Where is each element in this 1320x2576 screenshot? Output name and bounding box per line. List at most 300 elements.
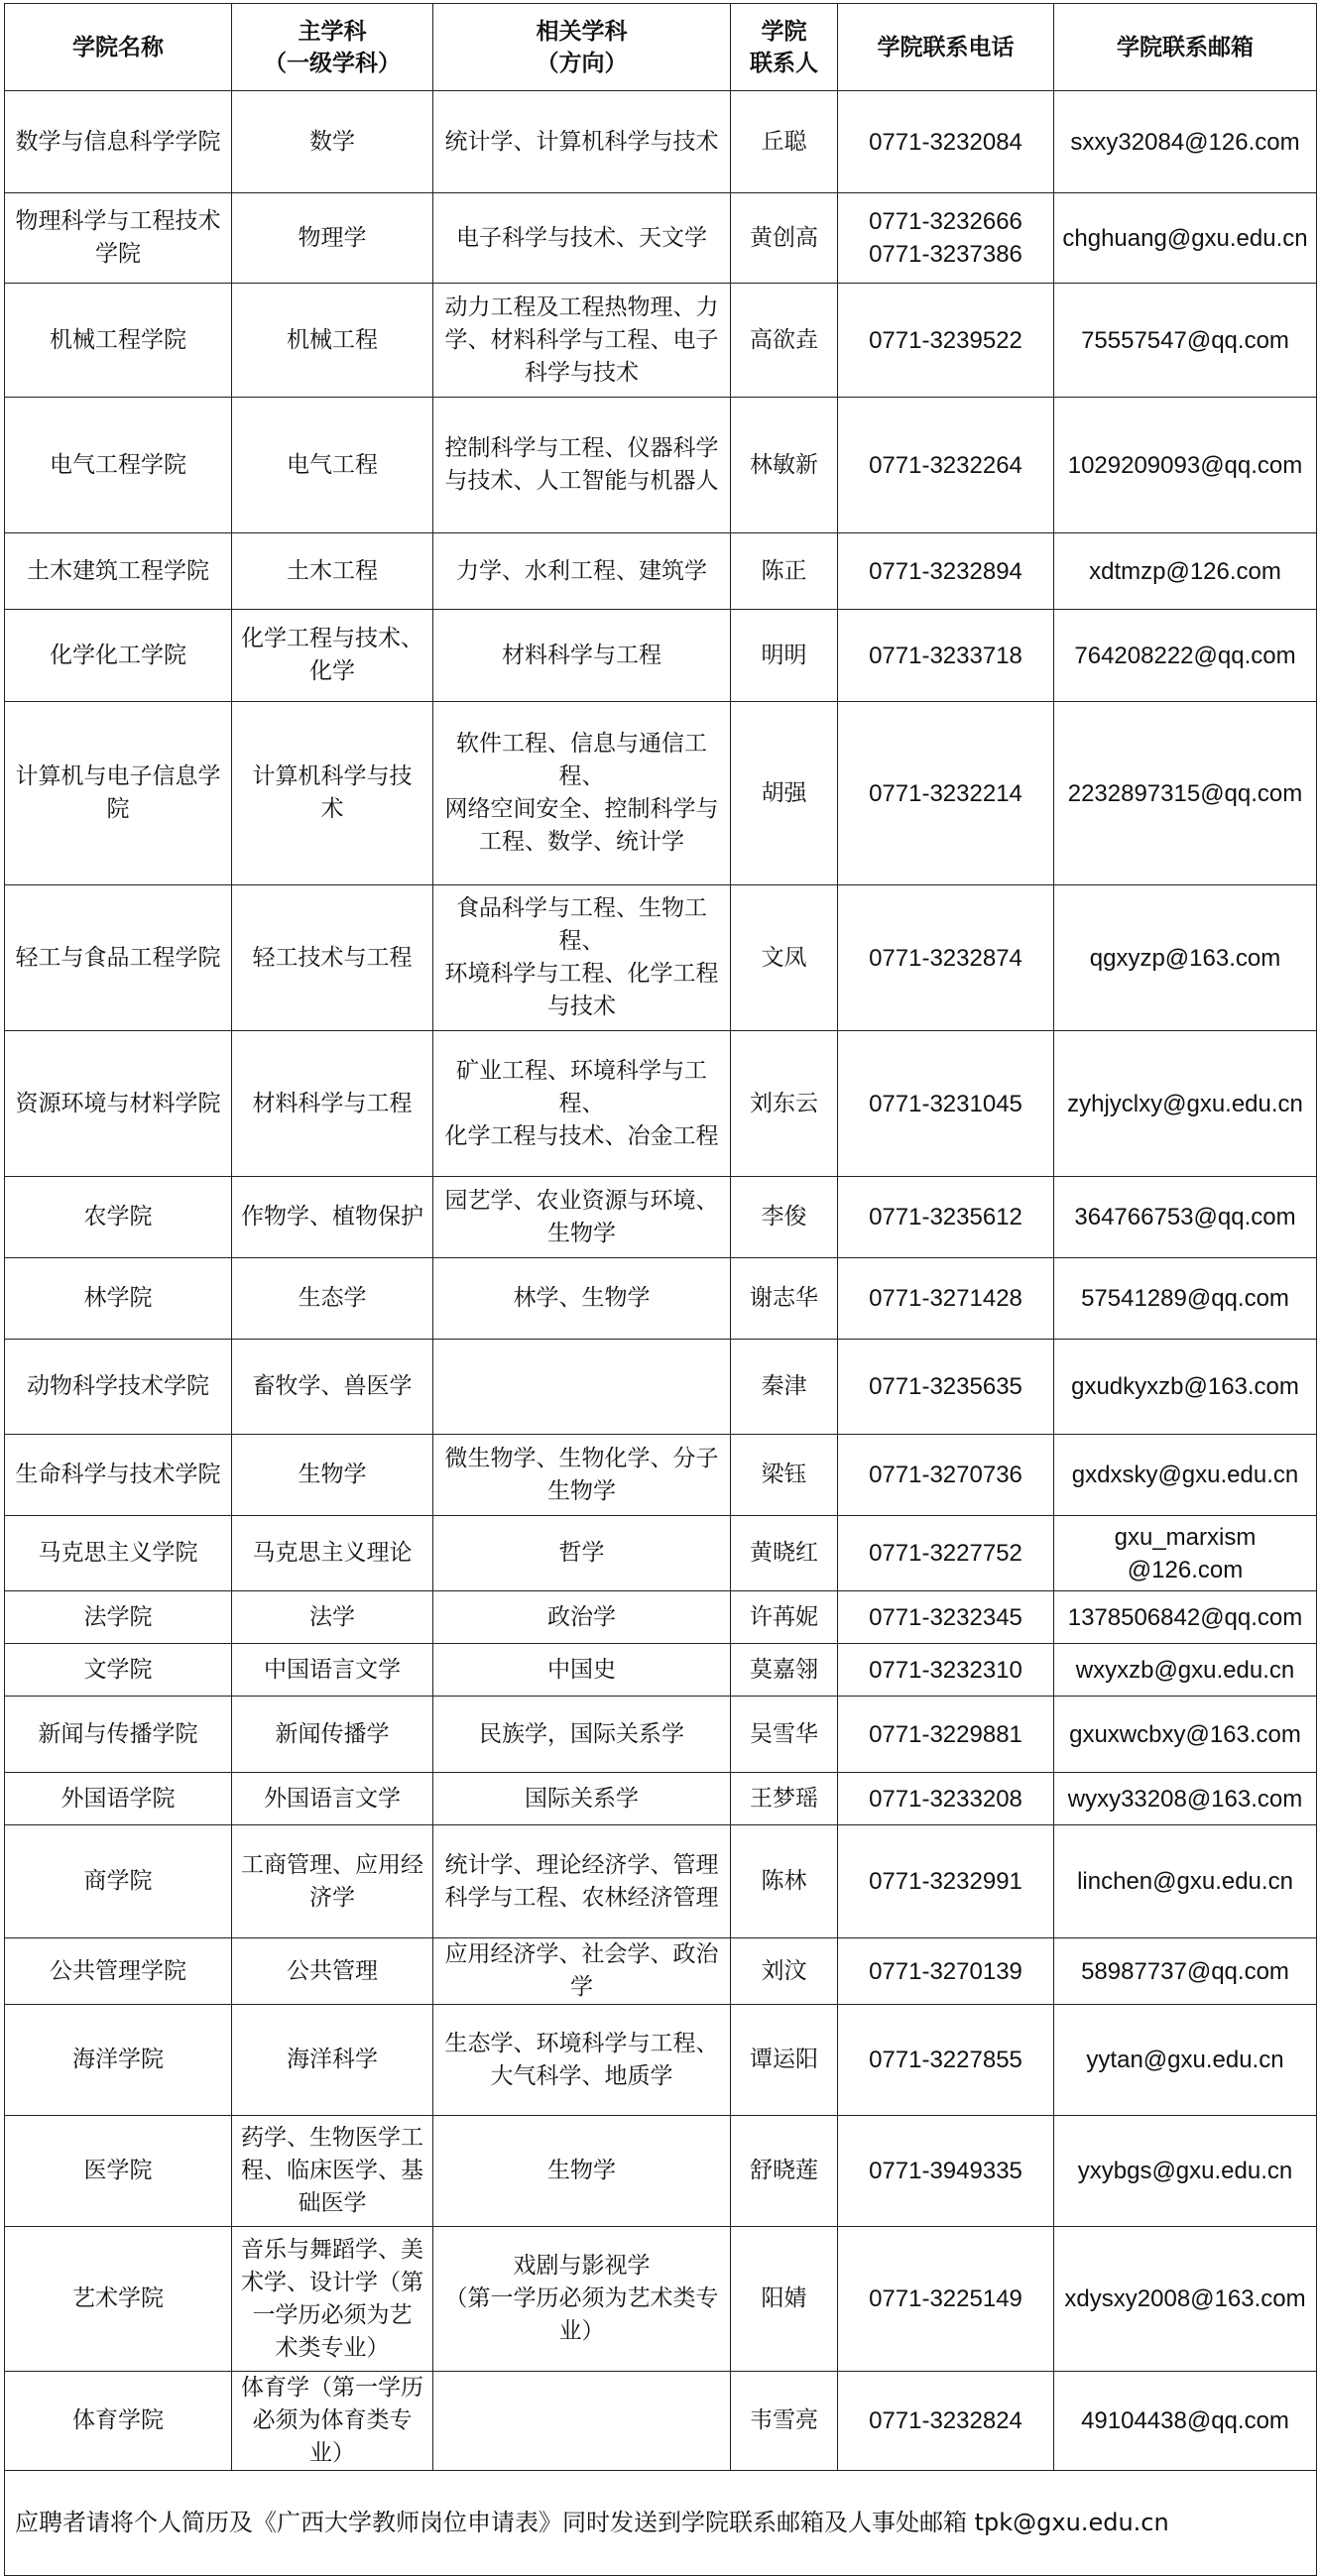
phone-cell [838,1591,1054,1644]
major-text-line: 材料科学与工程 [252,1090,413,1116]
related-text-line: 统计学、计算机科学与技术 [444,128,719,155]
major-text-line: 公共管理 [287,1957,378,1984]
table-row [5,885,1317,1031]
header-row [5,4,1317,91]
email-cell [1054,1938,1317,2005]
college-name-cell [5,2372,232,2471]
major-discipline-cell [232,193,433,284]
major-discipline-cell [232,1340,433,1435]
phone-cell [838,1773,1054,1825]
related-discipline-cell [433,702,731,885]
major-text-line: 物理学 [298,224,367,251]
phone-text-line: 0771-3227855 [869,2047,1022,2073]
college-text-line: 法学院 [83,1603,153,1630]
related-discipline-cell [433,1644,731,1697]
header-major-line1: 主学科 [298,18,367,45]
college-name-cell [5,1031,232,1177]
related-text-line: 力学、水利工程、建筑学 [456,557,707,584]
application-note: 应聘者请将个人简历及《广西大学教师岗位申请表》同时发送到学院联系邮箱及人事处邮箱 tpk@gxu.edu.cn [5,2471,1317,2576]
email-text-line[interactable]: 1029209093@qq.com [1067,451,1303,479]
related-discipline-cell [433,1340,731,1435]
related-text-line: 软件工程、信息与通信工程、 [456,731,707,789]
major-text-line: 生物学 [298,1462,367,1487]
contact-person-cell: 文凤 [731,885,838,1031]
major-text-line: 济学 [309,1884,355,1911]
header-related-line1: 相关学科 [536,18,628,45]
contact-person-cell: 梁钰 [731,1435,838,1516]
phone-text-line: 0771-3949335 [869,2158,1022,2184]
contact-person-cell: 林敏新 [731,398,838,533]
major-discipline-cell [232,1773,433,1825]
major-discipline-cell [232,1697,433,1773]
college-text-line: 公共管理学院 [50,1957,186,1984]
related-discipline-cell [433,2227,731,2372]
related-discipline-cell [433,2005,731,2116]
email-text-line[interactable]: gxuxwcbxy@163.com [1069,1720,1301,1748]
table-row [5,1697,1317,1773]
college-text-line: 计算机与电子信息学 [15,763,221,789]
major-text-line: 术 [320,796,344,822]
college-text-line: 学院 [95,241,141,267]
major-text-line: 马克思主义理论 [252,1540,413,1566]
email-text-line[interactable]: 75557547@qq.com [1081,326,1289,354]
phone-cell [838,2227,1054,2372]
college-name-cell [5,1516,232,1591]
major-discipline-cell [232,91,433,193]
email-text-line[interactable]: yytan@gxu.edu.cn [1086,2047,1284,2073]
contact-person-cell: 吴雪华 [731,1697,838,1773]
header-college: 学院名称 [5,4,232,91]
related-discipline-cell [433,1435,731,1516]
major-discipline-cell [232,1938,433,2005]
related-text-line: 控制科学与工程、仪器科学 [444,435,719,461]
table-row [5,1773,1317,1825]
college-text-line: 体育学院 [72,2407,164,2433]
email-text-line[interactable]: chghuang@gxu.edu.cn [1062,224,1308,252]
contact-person-cell: 李俊 [731,1177,838,1258]
email-cell [1054,91,1317,193]
table-row [5,91,1317,193]
major-discipline-cell [232,533,433,610]
major-text-line: 一学历必须为艺 [252,2301,413,2328]
related-discipline-cell [433,533,731,610]
related-text-line: 与技术、人工智能与机器人 [444,468,719,494]
phone-cell [838,610,1054,702]
table-body [5,91,1317,2471]
email-text-line[interactable]: @126.com [1127,1556,1244,1583]
email-cell [1054,1644,1317,1697]
college-name-cell [5,2005,232,2116]
college-name-cell [5,1644,232,1697]
related-discipline-cell [433,193,731,284]
email-cell [1054,284,1317,398]
related-text-line: 学、材料科学与工程、电子 [444,326,719,353]
phone-cell [838,1177,1054,1258]
major-text-line: 化学工程与技术、 [241,626,423,651]
college-text-line: 轻工与食品工程学院 [15,944,221,971]
phone-text-line: 0771-3227752 [869,1540,1022,1567]
table-row [5,398,1317,533]
college-name-cell [5,398,232,533]
email-text-line[interactable]: xdysxy2008@163.com [1064,2285,1306,2312]
related-text-line: 统计学、理论经济学、管理 [444,1851,719,1878]
college-name-cell [5,1773,232,1825]
major-text-line: 音乐与舞蹈学、美 [241,2236,423,2263]
phone-cell [838,2116,1054,2227]
table-row [5,2227,1317,2372]
major-discipline-cell [232,1031,433,1177]
related-text-line: 化学工程与技术、冶金工程 [444,1122,719,1149]
college-text-line: 生命科学与技术学院 [15,1462,221,1487]
email-cell [1054,1591,1317,1644]
contact-person-cell: 黄晓红 [731,1516,838,1591]
email-text-line[interactable]: 57541289@qq.com [1081,1285,1289,1312]
contact-person-cell: 王梦瑶 [731,1773,838,1825]
major-text-line: 作物学、植物保护 [241,1204,423,1229]
major-discipline-cell [232,2116,433,2227]
phone-text-line: 0771-3233718 [869,642,1022,669]
email-text-line[interactable]: wyxy33208@163.com [1067,1785,1303,1813]
phone-text-line: 0771-3270139 [869,1957,1022,1985]
email-cell [1054,1697,1317,1773]
major-text-line: 术学、设计学（第 [241,2269,423,2295]
email-cell [1054,2005,1317,2116]
college-text-line: 海洋学院 [72,2047,164,2072]
phone-cell [838,91,1054,193]
footer-row [5,2471,1317,2576]
contact-person-cell: 许苒妮 [731,1591,838,1644]
major-text-line: 业） [309,2440,355,2466]
related-discipline-cell [433,1516,731,1591]
major-discipline-cell [232,1435,433,1516]
major-text-line: 土木工程 [287,557,378,584]
college-name-cell [5,1435,232,1516]
header-related [433,4,731,91]
email-cell [1054,1825,1317,1938]
email-cell [1054,885,1317,1031]
phone-text-line: 0771-3235635 [869,1373,1022,1400]
phone-text-line: 0771-3229881 [869,1720,1022,1748]
table-row [5,1644,1317,1697]
major-discipline-cell [232,2227,433,2372]
college-name-cell [5,2116,232,2227]
email-text-line[interactable]: gxu_marxism [1114,1523,1257,1551]
college-text-line: 数学与信息科学学院 [15,128,221,155]
table-row [5,2116,1317,2227]
college-name-cell [5,193,232,284]
phone-text-line: 0771-3232666 [869,208,1022,235]
college-text-line: 土木建筑工程学院 [27,557,209,584]
contact-person-cell: 刘东云 [731,1031,838,1177]
table-row [5,1031,1317,1177]
phone-text-line: 0771-3225149 [869,2285,1022,2312]
college-text-line: 新闻与传播学院 [38,1720,198,1747]
email-text-line[interactable]: zyhjyclxy@gxu.edu.cn [1067,1090,1303,1117]
table-row [5,284,1317,398]
phone-cell [838,284,1054,398]
phone-cell [838,1340,1054,1435]
contact-person-cell: 高欲垚 [731,284,838,398]
major-text-line: 必须为体育类专 [252,2407,413,2433]
header-major-line2: （一级学科） [264,50,401,76]
major-text-line: 础医学 [298,2190,367,2216]
table-row [5,610,1317,702]
related-text-line: 工程、数学、统计学 [479,829,684,855]
phone-text-line: 0771-3232264 [869,451,1022,479]
related-text-line: 业） [558,2318,605,2344]
major-text-line: 药学、生物医学工 [241,2125,423,2151]
phone-text-line: 0771-3239522 [869,326,1022,354]
contact-person-cell: 陈正 [731,533,838,610]
college-name-cell [5,1340,232,1435]
major-discipline-cell [232,1644,433,1697]
table-row [5,2372,1317,2471]
major-discipline-cell [232,1258,433,1340]
phone-cell [838,1697,1054,1773]
table-row [5,1340,1317,1435]
email-cell [1054,1516,1317,1591]
related-text-line: 生态学、环境科学与工程、 [444,2030,719,2056]
header-contact-line1: 学院 [761,18,807,45]
related-discipline-cell [433,91,731,193]
table-row [5,1591,1317,1644]
email-text-line[interactable]: sxxy32084@126.com [1070,128,1300,156]
related-text-line: 哲学 [558,1540,605,1566]
table-row [5,533,1317,610]
phone-cell [838,885,1054,1031]
email-text-line[interactable]: 764208222@qq.com [1074,642,1296,669]
email-cell [1054,2116,1317,2227]
phone-cell [838,1435,1054,1516]
phone-text-line: 0771-3231045 [869,1090,1022,1117]
college-name-cell [5,91,232,193]
related-text-line: 与技术 [547,994,616,1019]
related-text-line: 应用经济学、社会学、政治 [444,1941,719,1967]
major-text-line: 机械工程 [287,326,378,353]
phone-cell [838,1516,1054,1591]
email-text-line[interactable]: qgxyzp@163.com [1089,944,1281,972]
related-text-line: 国际关系学 [525,1785,639,1812]
email-cell [1054,533,1317,610]
related-text-line: 材料科学与工程 [502,642,661,668]
related-text-line: 中国史 [547,1656,616,1683]
related-discipline-cell [433,2116,731,2227]
major-discipline-cell [232,1825,433,1938]
related-text-line: 科学与工程、农林经济管理 [444,1884,719,1911]
email-cell [1054,702,1317,885]
table-row [5,2005,1317,2116]
phone-text-line: 0771-3232084 [869,128,1022,156]
table-row [5,1938,1317,2005]
email-text-line[interactable]: 2232897315@qq.com [1067,779,1303,807]
email-cell [1054,610,1317,702]
header-related-line2: （方向） [536,50,628,76]
phone-cell [838,1031,1054,1177]
major-text-line: 体育学（第一学历 [241,2375,423,2400]
related-discipline-cell [433,610,731,702]
phone-cell [838,1938,1054,2005]
phone-cell [838,1644,1054,1697]
college-name-cell [5,1825,232,1938]
college-text-line: 物理科学与工程技术 [15,208,221,234]
table-row [5,702,1317,885]
college-name-cell [5,885,232,1031]
college-name-cell [5,284,232,398]
college-text-line: 艺术学院 [72,2285,164,2311]
email-cell [1054,193,1317,284]
phone-cell [838,533,1054,610]
major-text-line: 工商管理、应用经 [241,1851,423,1878]
college-name-cell [5,1591,232,1644]
major-text-line: 海洋科学 [287,2047,378,2072]
table-row [5,193,1317,284]
college-name-cell [5,2227,232,2372]
contact-person-cell: 谢志华 [731,1258,838,1340]
major-text-line: 术类专业） [275,2334,390,2361]
email-cell [1054,398,1317,533]
related-text-line: 食品科学与工程、生物工程、 [456,895,707,954]
major-discipline-cell [232,610,433,702]
college-name-cell [5,1177,232,1258]
related-text-line: 园艺学、农业资源与环境、 [444,1187,719,1214]
major-discipline-cell [232,1516,433,1591]
major-text-line: 新闻传播学 [275,1720,390,1747]
related-discipline-cell [433,885,731,1031]
major-discipline-cell [232,284,433,398]
college-text-line: 院 [106,796,130,822]
email-text-line[interactable]: 364766753@qq.com [1074,1204,1296,1230]
college-text-line: 马克思主义学院 [38,1540,198,1566]
header-phone: 学院联系电话 [838,4,1054,91]
phone-text-line: 0771-3271428 [869,1285,1022,1312]
phone-text-line: 0771-3232874 [869,944,1022,972]
contact-person-cell: 莫嘉翎 [731,1644,838,1697]
related-text-line: 政治学 [547,1603,616,1630]
college-name-cell [5,1697,232,1773]
email-cell [1054,1773,1317,1825]
phone-text-line: 0771-3232310 [869,1656,1022,1684]
email-cell [1054,2227,1317,2372]
college-text-line: 商学院 [83,1868,153,1894]
major-text-line: 中国语言文学 [264,1656,401,1683]
related-discipline-cell [433,1773,731,1825]
college-text-line: 农学院 [83,1204,153,1229]
major-discipline-cell [232,2005,433,2116]
email-text-line[interactable]: gxdxsky@gxu.edu.cn [1071,1462,1299,1488]
college-text-line: 动物科学技术学院 [27,1373,209,1399]
phone-cell [838,193,1054,284]
related-discipline-cell [433,1591,731,1644]
email-text-line[interactable]: linchen@gxu.edu.cn [1077,1868,1293,1895]
major-discipline-cell [232,1591,433,1644]
phone-text-line: 0771-3232991 [869,1868,1022,1895]
recruitment-contact-table [4,3,1317,2576]
contact-person-cell: 明明 [731,610,838,702]
phone-cell [838,2372,1054,2471]
related-text-line: 微生物学、生物化学、分子 [444,1445,719,1471]
phone-cell [838,702,1054,885]
email-text-line[interactable]: gxudkyxzb@163.com [1071,1373,1299,1400]
phone-text-line: 0771-3232894 [869,557,1022,585]
college-text-line: 医学院 [83,2158,153,2183]
related-discipline-cell [433,1177,731,1258]
table-row [5,1177,1317,1258]
related-text-line: （第一学历必须为艺术类专 [444,2285,719,2311]
phone-text-line: 0771-3237386 [869,241,1022,268]
college-text-line: 外国语学院 [60,1785,176,1812]
college-text-line: 机械工程学院 [50,326,186,353]
college-name-cell [5,1938,232,2005]
college-text-line: 电气工程学院 [50,451,186,478]
related-text-line: 学 [570,1974,593,2000]
related-text-line: 林学、生物学 [513,1285,651,1311]
email-text-line[interactable]: 1378506842@qq.com [1067,1603,1303,1631]
email-text-line[interactable]: yxybgs@gxu.edu.cn [1077,2158,1293,2184]
related-text-line: 生物学 [547,1477,616,1504]
related-text-line: 网络空间安全、控制科学与 [444,796,719,822]
related-discipline-cell [433,2372,731,2471]
phone-text-line: 0771-3232824 [869,2407,1022,2434]
phone-text-line: 0771-3232214 [869,779,1022,807]
header-contact [731,4,838,91]
major-discipline-cell [232,885,433,1031]
phone-cell [838,398,1054,533]
college-text-line: 林学院 [83,1285,153,1311]
email-cell [1054,2372,1317,2471]
major-text-line: 程、临床医学、基 [241,2158,423,2183]
related-text-line: 大气科学、地质学 [490,2062,673,2089]
major-text-line: 计算机科学与技 [252,763,413,789]
contact-person-cell: 韦雪亮 [731,2372,838,2471]
table-row [5,1825,1317,1938]
contact-person-cell: 胡强 [731,702,838,885]
phone-text-line: 0771-3233208 [869,1785,1022,1813]
major-discipline-cell [232,2372,433,2471]
email-cell [1054,1177,1317,1258]
email-text-line[interactable]: 58987737@qq.com [1081,1957,1289,1985]
email-text-line[interactable]: 49104438@qq.com [1081,2407,1289,2434]
related-discipline-cell [433,1938,731,2005]
major-text-line: 轻工技术与工程 [252,944,413,971]
college-name-cell [5,702,232,885]
phone-cell [838,1258,1054,1340]
major-discipline-cell [232,702,433,885]
related-text-line: 科学与技术 [525,359,639,386]
email-text-line[interactable]: xdtmzp@126.com [1089,557,1281,585]
college-name-cell [5,1258,232,1340]
contact-person-cell: 刘汶 [731,1938,838,2005]
major-text-line: 法学 [309,1603,355,1630]
major-text-line: 畜牧学、兽医学 [252,1373,413,1399]
related-text-line: 生物学 [547,2158,616,2183]
related-text-line: 矿业工程、环境科学与工程、 [456,1057,707,1116]
header-email: 学院联系邮箱 [1054,4,1317,91]
college-text-line: 文学院 [83,1656,153,1683]
college-text-line: 资源环境与材料学院 [15,1090,221,1116]
related-discipline-cell [433,1697,731,1773]
contact-person-cell: 舒晓莲 [731,2116,838,2227]
related-discipline-cell [433,1825,731,1938]
email-text-line[interactable]: wxyxzb@gxu.edu.cn [1075,1656,1295,1684]
phone-text-line: 0771-3232345 [869,1603,1022,1631]
table-row [5,1435,1317,1516]
major-discipline-cell [232,398,433,533]
contact-person-cell: 黄创高 [731,193,838,284]
contact-person-cell: 秦津 [731,1340,838,1435]
major-text-line: 生态学 [298,1285,367,1311]
major-text-line: 外国语言文学 [264,1785,401,1812]
contact-person-cell: 阳婧 [731,2227,838,2372]
